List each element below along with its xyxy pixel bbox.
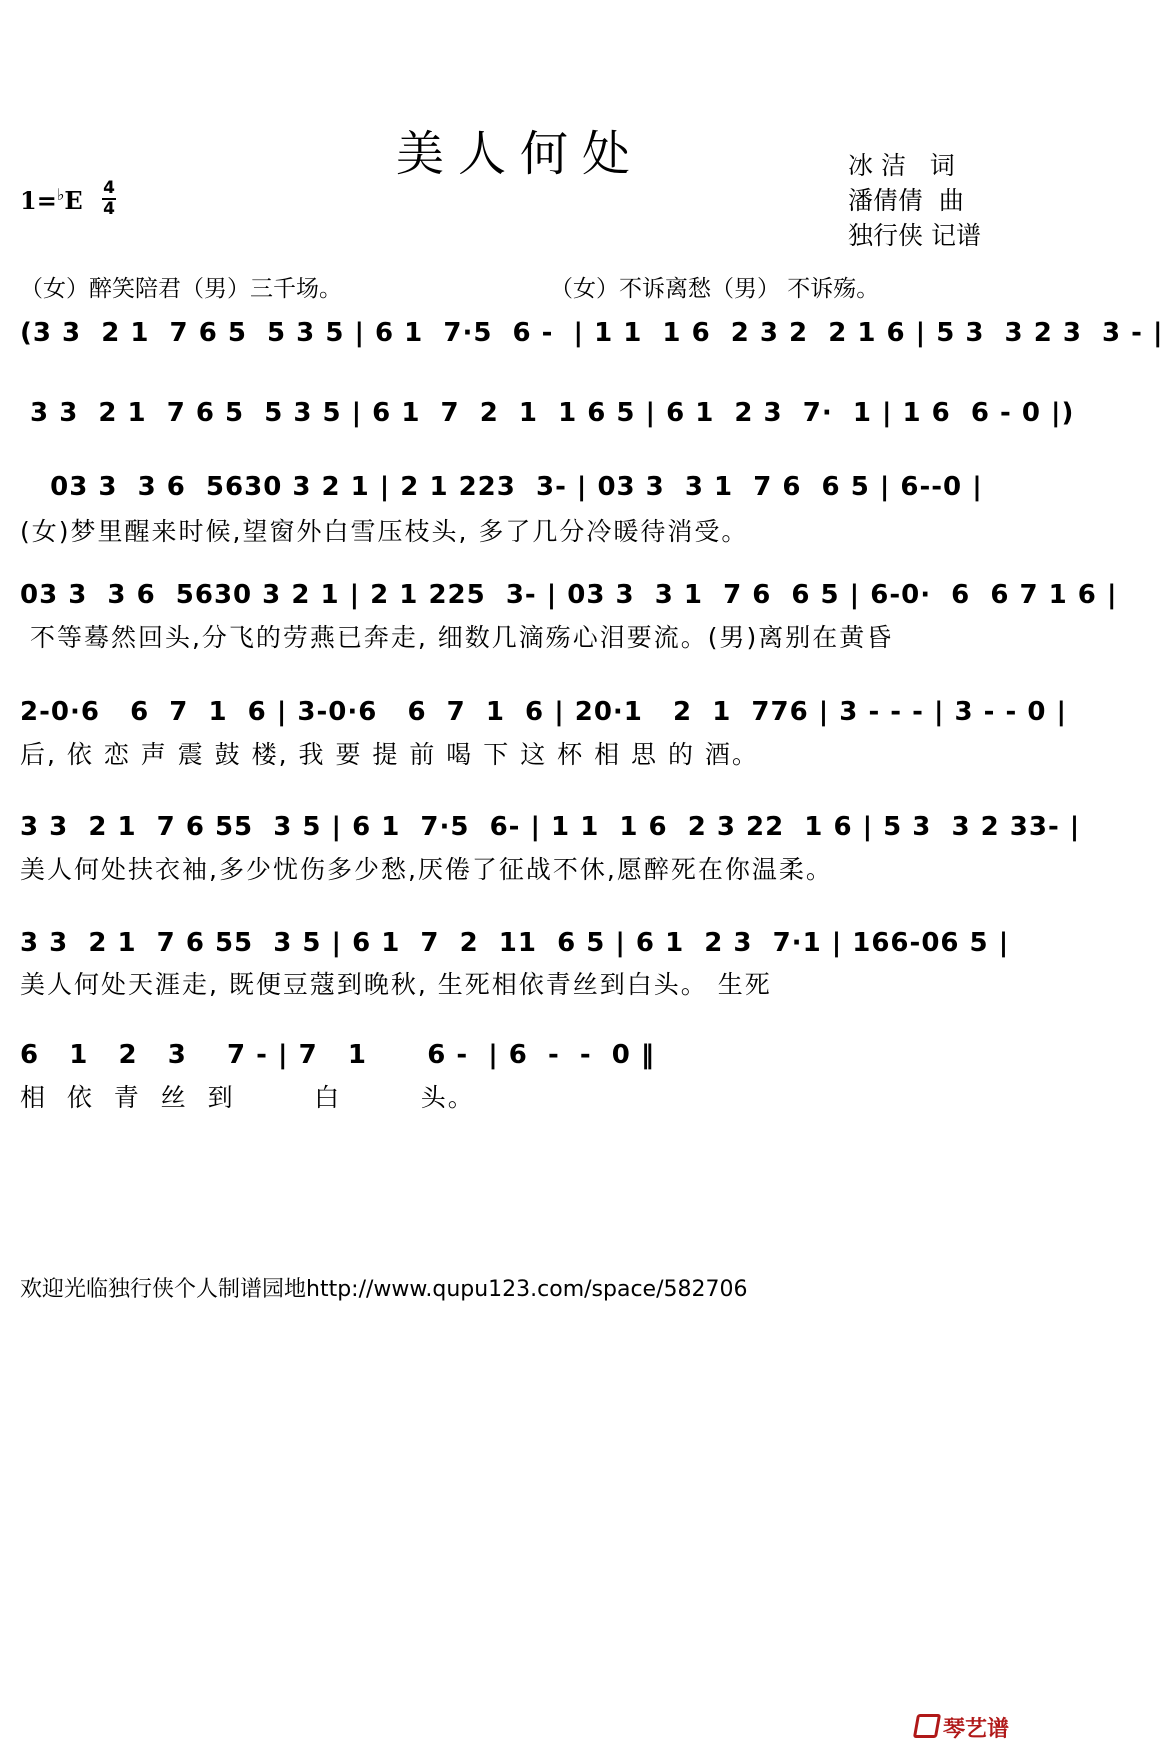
time-signature-top: 4 bbox=[103, 178, 115, 198]
lyric-line-7: 美人何处天涯走, 既便豆蔻到晚秋, 生死相依青丝到白头。 生死 bbox=[20, 970, 772, 999]
intro-lyric-left: （女）醉笑陪君（男）三千场。 bbox=[20, 276, 342, 302]
score-line-5: 2-0·6 6 7 1 6 | 3-0·6 6 7 1 6 | 20·1 2 1 776 | 3 - - - | 3 - - 0 | bbox=[20, 697, 1067, 727]
lyric-line-4: 不等蓦然回头,分飞的劳燕已奔走, 细数几滴殇心泪要流。(男)离别在黄昏 bbox=[20, 623, 894, 652]
score-line-2: 3 3 2 1 7 6 5 5 3 5 | 6 1 7 2 1 1 6 5 | 6 1 2 3 7· 1 | 1 6 6 - 0 |) bbox=[20, 398, 1075, 428]
flat-sign: ♭ bbox=[56, 185, 65, 204]
time-signature bbox=[102, 180, 116, 218]
key-prefix: 1= bbox=[20, 186, 57, 215]
lyric-line-8: 相 依 青 丝 到 白 头。 bbox=[20, 1083, 475, 1112]
score-line-6: 3 3 2 1 7 6 55 3 5 | 6 1 7·5 6- | 1 1 1 6 2 3 22 1 6 | 5 3 3 2 33- | bbox=[20, 812, 1081, 842]
footer-link[interactable]: 欢迎光临独行侠个人制谱园地http://www.qupu123.com/space/582706 bbox=[20, 1277, 748, 1302]
lyricist-credit: 冰 洁 词 bbox=[848, 151, 955, 180]
score-line-1: (3 3 2 1 7 6 5 5 3 5 | 6 1 7·5 6 - | 1 1 1 6 2 3 2 2 1 6 | 5 3 3 2 3 3 - | bbox=[20, 318, 1164, 348]
lyric-line-3: (女)梦里醒来时候,望窗外白雪压枝头, 多了几分冷暖待消受。 bbox=[20, 517, 749, 546]
key-signature bbox=[20, 185, 83, 215]
score-line-3: 03 3 3 6 5630 3 2 1 | 2 1 223 3- | 03 3 3 1 7 6 6 5 | 6--0 | bbox=[20, 472, 983, 502]
score-line-7: 3 3 2 1 7 6 55 3 5 | 6 1 7 2 11 6 5 | 6 1 2 3 7·1 | 166-06 5 | bbox=[20, 928, 1010, 958]
watermark-text: 琴艺谱 bbox=[943, 1717, 1010, 1742]
song-title: 美人何处 bbox=[395, 126, 644, 182]
time-signature-bottom: 4 bbox=[103, 199, 115, 219]
qinyipu-logo-icon bbox=[913, 1714, 941, 1738]
intro-lyric-right: （女）不诉离愁（男） 不诉殇。 bbox=[550, 276, 880, 302]
score-line-4: 03 3 3 6 5630 3 2 1 | 2 1 225 3- | 03 3 3 1 7 6 6 5 | 6-0· 6 6 7 1 6 | bbox=[20, 580, 1118, 610]
lyric-line-5: 后, 依 恋 声 震 鼓 楼, 我 要 提 前 喝 下 这 杯 相 思 的 酒。 bbox=[20, 740, 759, 769]
composer-credit: 潘倩倩 曲 bbox=[848, 186, 964, 215]
key-note: E bbox=[64, 186, 83, 215]
lyric-line-6: 美人何处扶衣袖,多少忧伤多少愁,厌倦了征战不休,愿醉死在你温柔。 bbox=[20, 855, 833, 884]
score-line-8: 6 1 2 3 7 - | 7 1 6 - | 6 - - 0 ‖ bbox=[20, 1040, 655, 1070]
watermark-logo bbox=[915, 1712, 1009, 1743]
credits bbox=[848, 148, 981, 253]
transcriber-credit: 独行侠 记谱 bbox=[848, 221, 981, 250]
